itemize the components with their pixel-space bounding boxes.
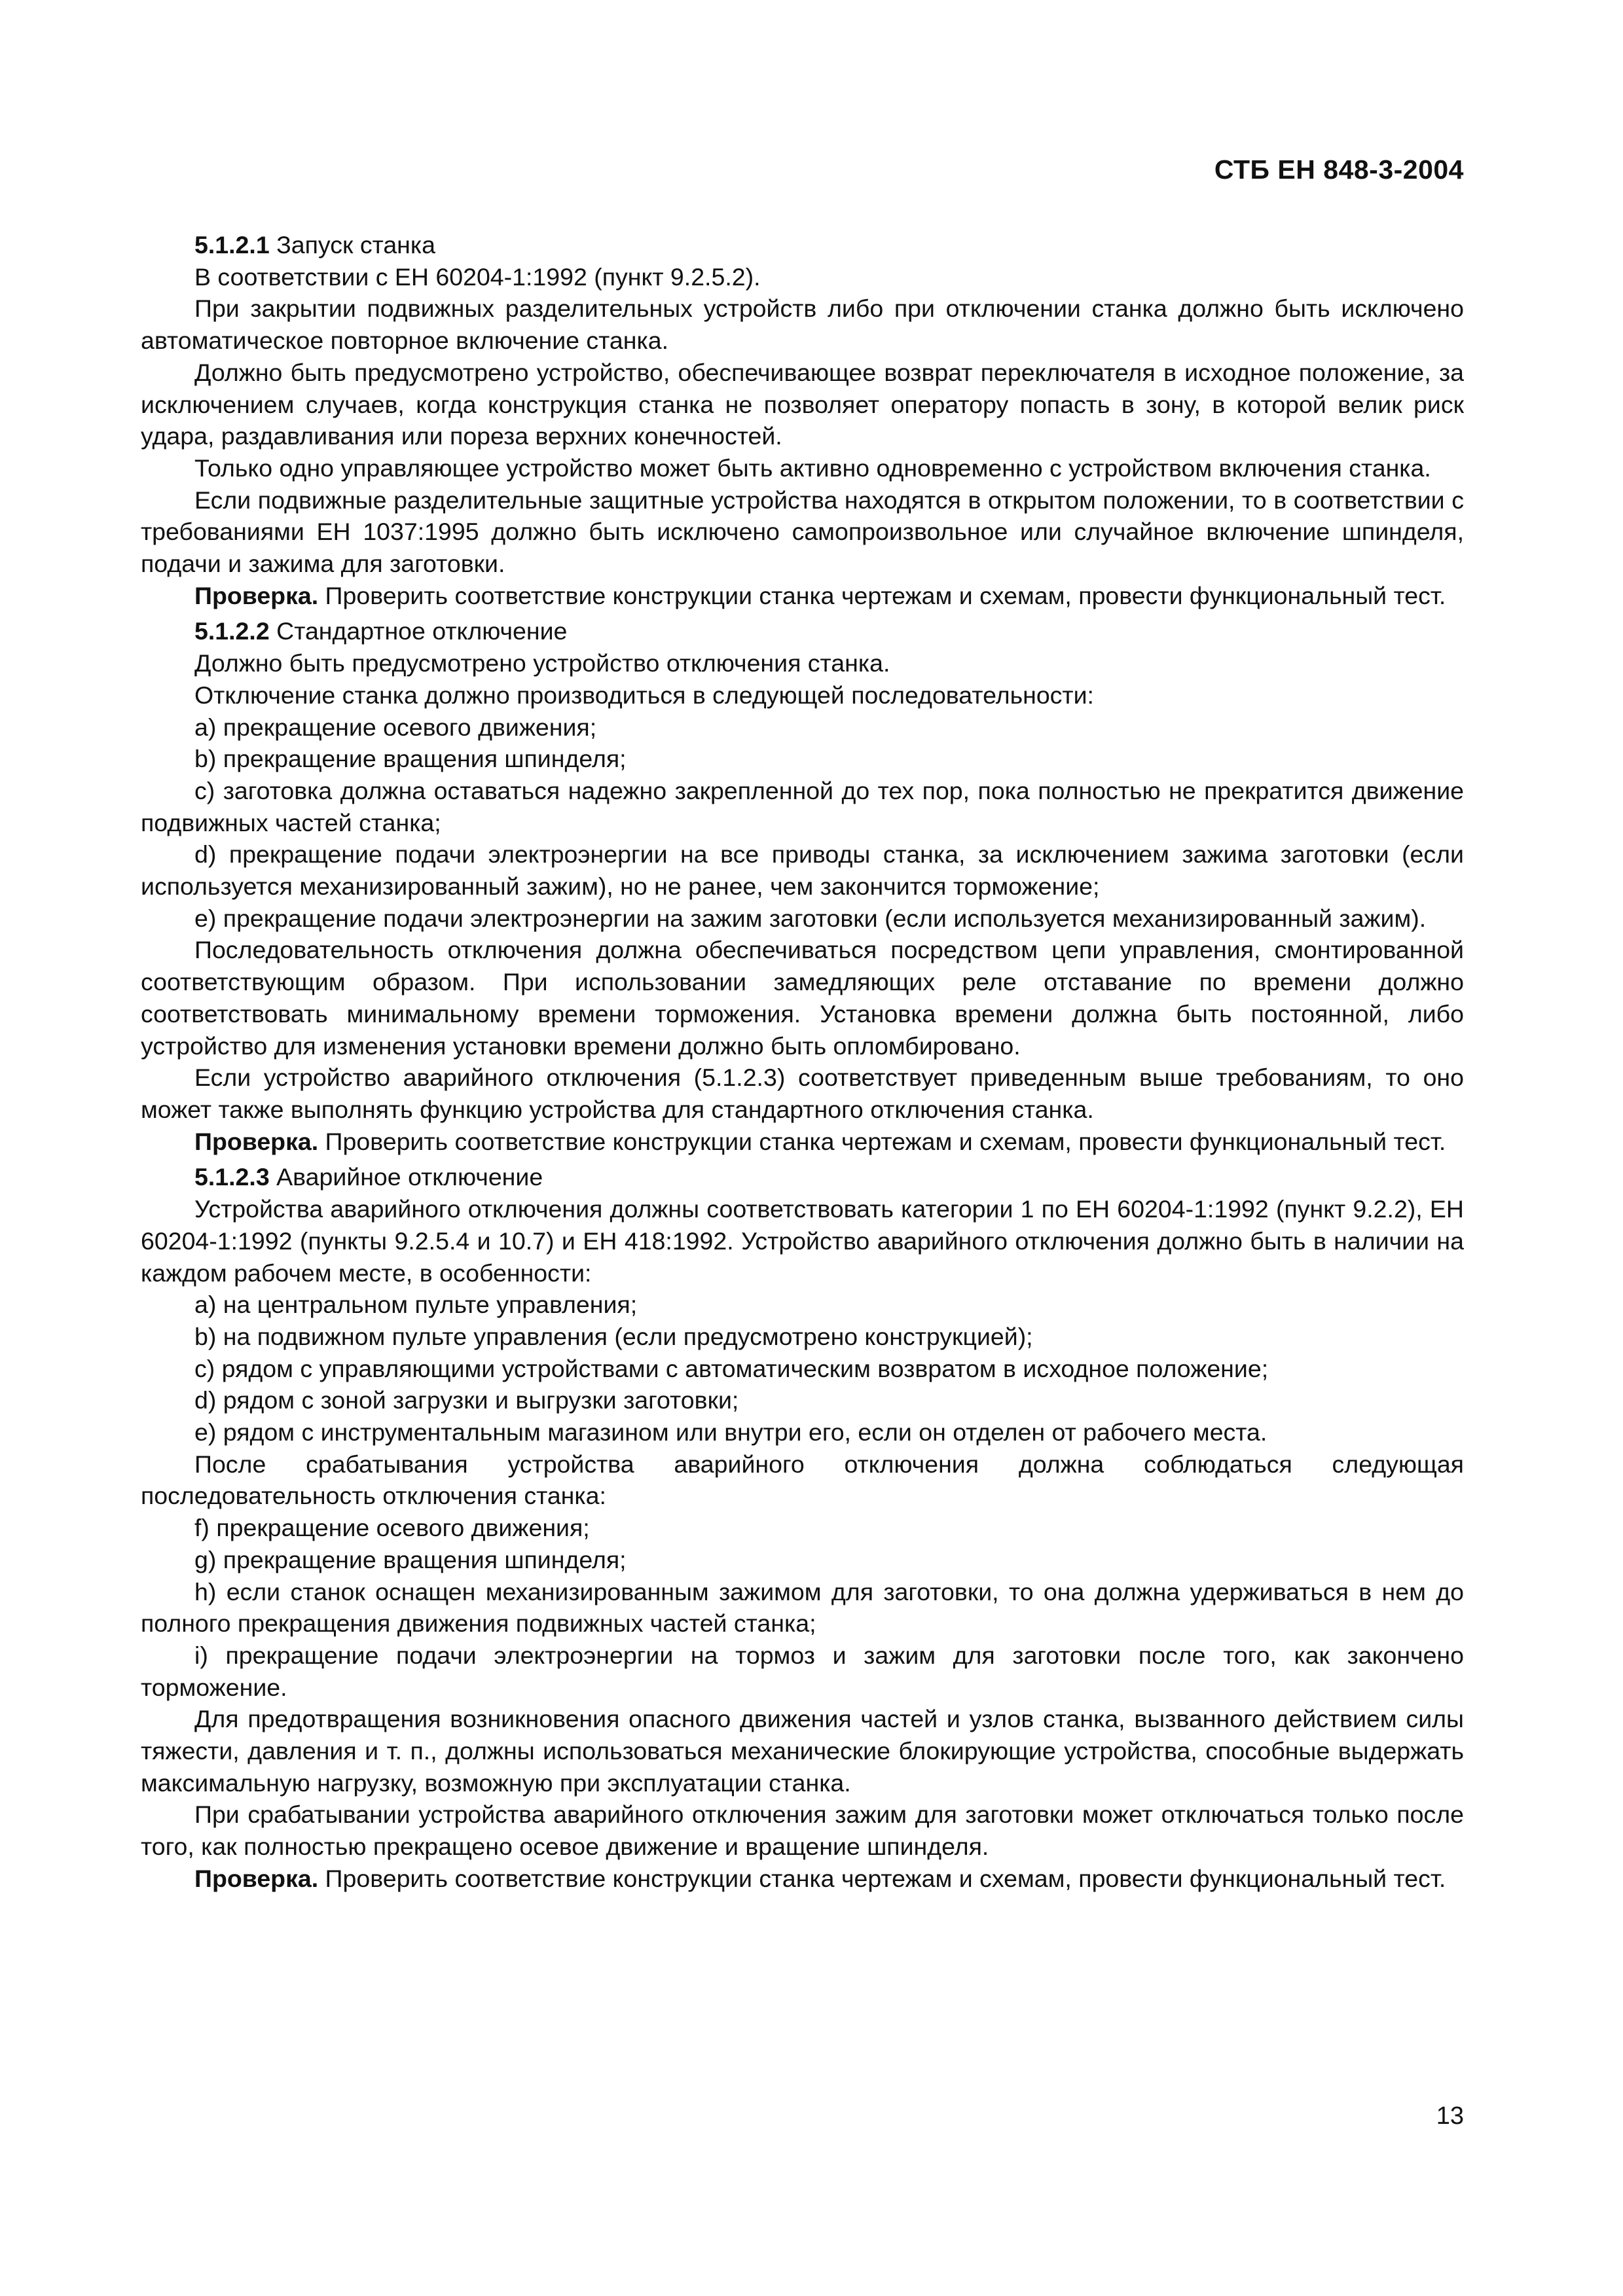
paragraph: Если подвижные разделительные защитные устройства находятся в открытом положении, то в соответствии с требованиями ЕН 1037:1995 должно быть исключено самопроизвольное или случайное включение шпинделя, подачи и зажима для заготовки. <box>141 486 1464 578</box>
check-label: Проверка. <box>194 1127 319 1155</box>
section-title: Стандартное отключение <box>269 617 568 645</box>
list-item: e) рядом с инструментальным магазином или внутри его, если он отделен от рабочего места. <box>194 1418 1267 1446</box>
paragraph: Должно быть предусмотрено устройство отключения станка. <box>194 649 890 677</box>
list-item: e) прекращение подачи электроэнергии на зажим заготовки (если используется механизированный зажим). <box>194 904 1427 932</box>
list-item: b) на подвижном пульте управления (если предусмотрено конструкцией); <box>194 1322 1033 1350</box>
check-label: Проверка. <box>194 581 319 609</box>
list-item: d) прекращение подачи электроэнергии на все приводы станка, за исключением зажима заготовки (если используется механизированный зажим), но не ранее, чем закончится торможение; <box>141 840 1464 901</box>
document-code-header: СТБ ЕН 848-3-2004 <box>1214 154 1464 185</box>
paragraph: Только одно управляющее устройство может быть активно одновременно с устройством включения станка. <box>194 454 1431 482</box>
check-label: Проверка. <box>194 1864 319 1892</box>
list-item: f) прекращение осевого движения; <box>194 1514 590 1542</box>
document-body <box>141 229 1464 1895</box>
list-item: a) прекращение осевого движения; <box>194 713 597 741</box>
paragraph: При закрытии подвижных разделительных устройств либо при отключении станка должно быть исключено автоматическое повторное включение станка. <box>141 295 1464 355</box>
paragraph: При срабатывании устройства аварийного отключения зажим для заготовки может отключаться только после того, как полностью прекращено осевое движение и вращение шпинделя. <box>141 1801 1464 1861</box>
section-title: Запуск станка <box>269 231 435 259</box>
page-number: 13 <box>1436 2102 1464 2130</box>
check-paragraph <box>141 1126 1464 1158</box>
check-paragraph <box>141 580 1464 612</box>
check-text: Проверить соответствие конструкции станка чертежам и схемам, провести функциональный тест. <box>318 1127 1446 1155</box>
list-item: b) прекращение вращения шпинделя; <box>194 745 627 773</box>
paragraph: После срабатывания устройства аварийного отключения должна соблюдаться следующая последовательность отключения станка: <box>141 1450 1464 1510</box>
section-title: Аварийное отключение <box>269 1163 543 1191</box>
list-item: h) если станок оснащен механизированным зажимом для заготовки, то она должна удерживаться в нем до полного прекращения движения подвижных частей станка; <box>141 1577 1464 1638</box>
list-item: c) заготовка должна оставаться надежно закрепленной до тех пор, пока полностью не прекратится движение подвижных частей станка; <box>141 776 1464 836</box>
paragraph: Устройства аварийного отключения должны соответствовать категории 1 по ЕН 60204-1:1992 (пункт 9.2.2), ЕН 60204-1:1992 (пункты 9.2.5.4 и 10.7) и ЕН 418:1992. Устройство аварийного отключения должно быть в наличии на каждом рабочем месте, в особенности: <box>141 1195 1464 1287</box>
paragraph: Для предотвращения возникновения опасного движения частей и узлов станка, вызванного действием силы тяжести, давления и т. п., должны использоваться механические блокирующие устройства, способные выдержать максимальную нагрузку, возможную при эксплуатации станка. <box>141 1705 1464 1797</box>
check-text: Проверить соответствие конструкции станка чертежам и схемам, провести функциональный тест. <box>318 1864 1446 1892</box>
list-item: g) прекращение вращения шпинделя; <box>194 1545 627 1573</box>
check-paragraph <box>141 1863 1464 1895</box>
section-number: 5.1.2.1 <box>194 231 270 259</box>
paragraph: Отключение станка должно производиться в следующей последовательности: <box>194 681 1094 709</box>
list-item: i) прекращение подачи электроэнергии на тормоз и зажим для заготовки после того, как закончено торможение. <box>141 1641 1464 1701</box>
check-text: Проверить соответствие конструкции станка чертежам и схемам, провести функциональный тест. <box>318 581 1446 609</box>
list-item: d) рядом с зоной загрузки и выгрузки заготовки; <box>194 1386 739 1414</box>
list-item: a) на центральном пульте управления; <box>194 1291 638 1319</box>
section-number: 5.1.2.2 <box>194 617 270 645</box>
paragraph: Должно быть предусмотрено устройство, обеспечивающее возврат переключателя в исходное положение, за исключением случаев, когда конструкция станка не позволяет оператору попасть в зону, в которой велик риск удара, раздавливания или пореза верхних конечностей. <box>141 358 1464 450</box>
section-heading-5-1-2-1 <box>141 229 1464 261</box>
section-heading-5-1-2-2 <box>141 615 1464 647</box>
paragraph: Если устройство аварийного отключения (5.1.2.3) соответствует приведенным выше требованиям, то оно может также выполнять функцию устройства для стандартного отключения станка. <box>141 1064 1464 1123</box>
section-number: 5.1.2.3 <box>194 1163 270 1191</box>
list-item: c) рядом с управляющими устройствами с автоматическим возвратом в исходное положение; <box>194 1354 1269 1382</box>
paragraph: Последовательность отключения должна обеспечиваться посредством цепи управления, смонтированной соответствующим образом. При использовании замедляющих реле отставание по времени должно соответствовать минимальному времени торможения. Установка времени должна быть постоянной, либо устройство для изменения установки времени должно быть опломбировано. <box>141 936 1464 1060</box>
section-heading-5-1-2-3 <box>141 1161 1464 1193</box>
paragraph: В соответствии с ЕН 60204-1:1992 (пункт 9.2.5.2). <box>194 262 761 291</box>
